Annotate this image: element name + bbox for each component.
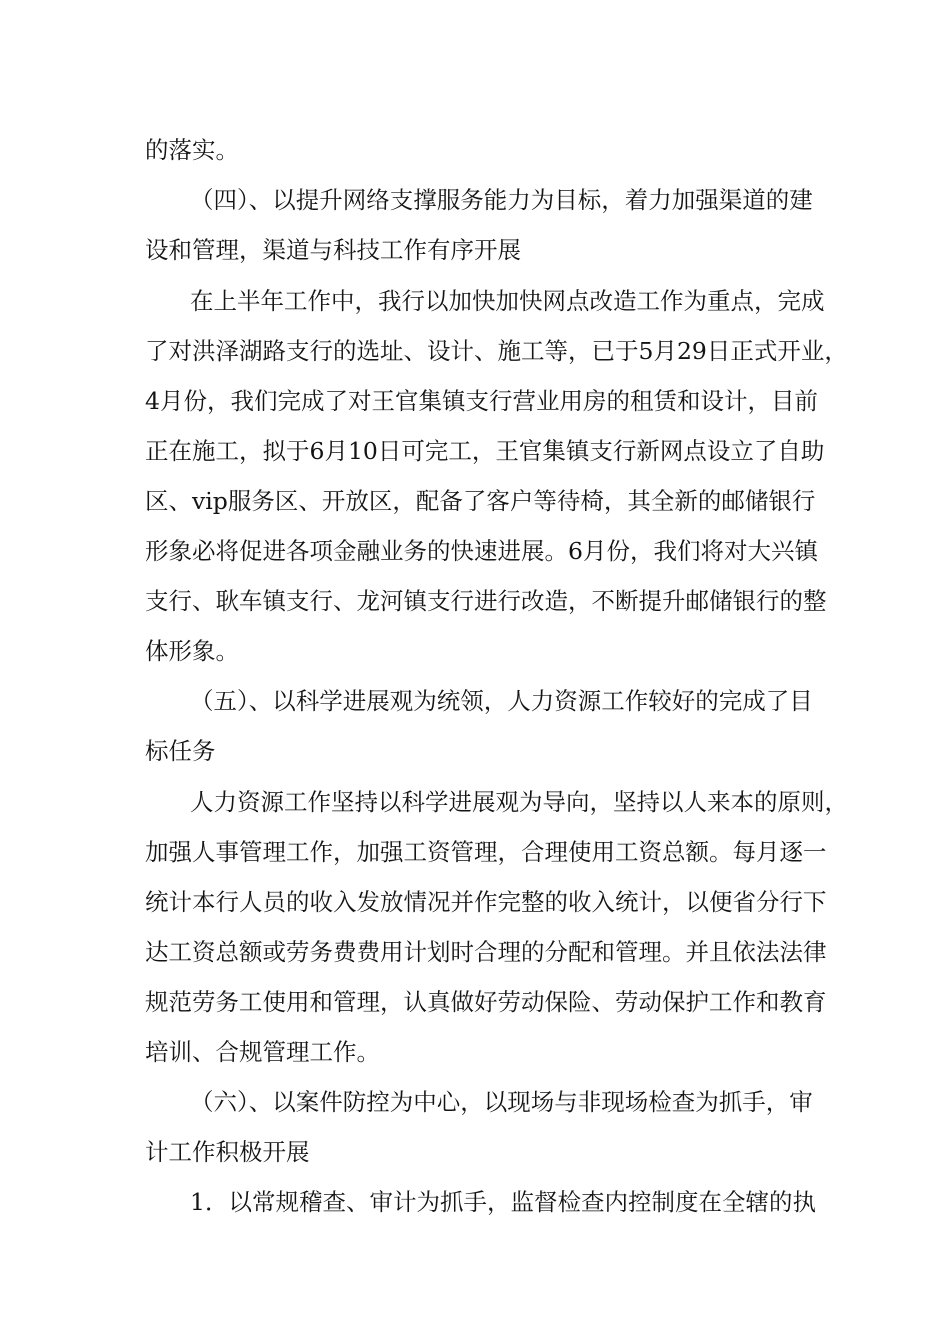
text-line: 4月份，我们完成了对王官集镇支行营业用房的租赁和设计，目前 <box>145 387 818 415</box>
text-line: 加强人事管理工作，加强工资管理，合理使用工资总额。每月逐一 <box>145 838 827 866</box>
text-line: 人力资源工作坚持以科学进展观为导向，坚持以人来本的原则， <box>190 788 848 816</box>
text-line: 规范劳务工使用和管理，认真做好劳动保险、劳动保护工作和教育 <box>145 988 827 1016</box>
text-line: 正在施工，拟于6月10日可完工，王官集镇支行新网点设立了自助 <box>145 437 825 465</box>
numbered-item: 1．以常规稽查、审计为抓手，监督检查内控制度在全辖的执 <box>190 1188 816 1216</box>
text-line: 支行、耿车镇支行、龙河镇支行进行改造，不断提升邮储银行的整 <box>145 587 827 615</box>
text-line: 了对洪泽湖路支行的选址、设计、施工等，已于5月29日正式开业， <box>145 337 848 365</box>
text-line: 在上半年工作中，我行以加快加快网点改造工作为重点，完成 <box>190 287 825 315</box>
section-heading-continued: 标任务 <box>145 737 216 765</box>
section-heading: （五）、以科学进展观为统领，人力资源工作较好的完成了目 <box>190 687 813 715</box>
section-heading-continued: 设和管理，渠道与科技工作有序开展 <box>145 236 521 264</box>
section-heading-continued: 计工作积极开展 <box>145 1138 310 1166</box>
text-line: 培训、合规管理工作。 <box>145 1038 380 1066</box>
text-line: 统计本行人员的收入发放情况并作完整的收入统计，以便省分行下 <box>145 888 827 916</box>
text-line: 区、vip服务区、开放区，配备了客户等待椅，其全新的邮储银行 <box>145 487 816 515</box>
text-line: 体形象。 <box>145 637 239 665</box>
section-heading: （六）、以案件防控为中心，以现场与非现场检查为抓手，审 <box>190 1088 813 1116</box>
section-heading: （四）、以提升网络支撑服务能力为目标，着力加强渠道的建 <box>190 186 813 214</box>
text-line: 形象必将促进各项金融业务的快速进展。6月份，我们将对大兴镇 <box>145 537 818 565</box>
text-line: 达工资总额或劳务费费用计划时合理的分配和管理。并且依法法律 <box>145 938 827 966</box>
text-line: 的落实。 <box>145 136 239 164</box>
